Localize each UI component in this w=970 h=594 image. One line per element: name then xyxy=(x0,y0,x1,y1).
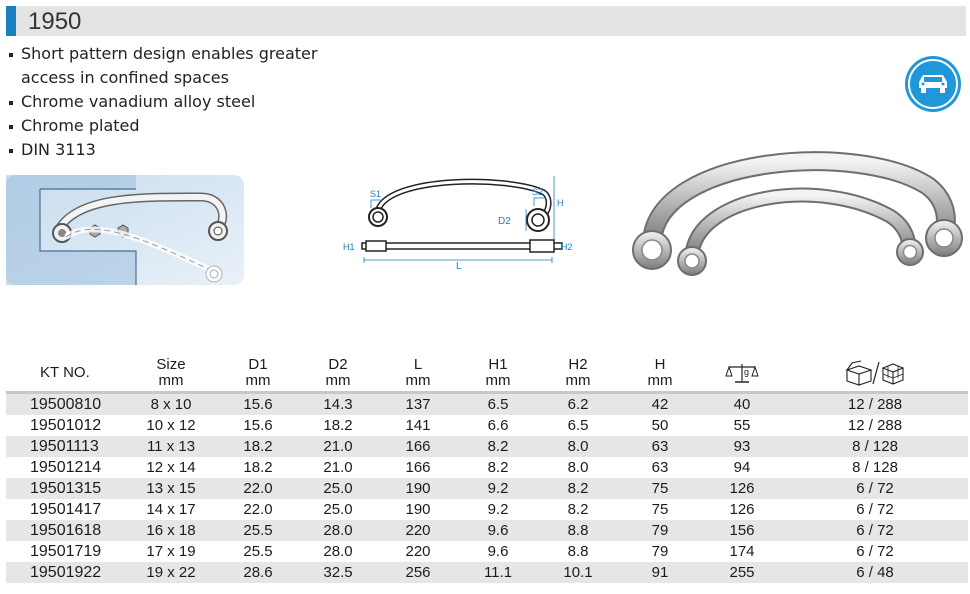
cell-packing: 12 / 288 xyxy=(782,393,968,416)
cell-h2: 8.2 xyxy=(538,499,618,520)
cell-l: 256 xyxy=(378,562,458,583)
title-accent xyxy=(6,6,16,36)
spec-table xyxy=(6,355,968,583)
cell-h: 79 xyxy=(618,520,702,541)
cell-d2: 32.5 xyxy=(298,562,378,583)
cell-d1: 25.5 xyxy=(218,541,298,562)
cell-h1: 6.6 xyxy=(458,415,538,436)
cell-kt-no: 19501315 xyxy=(6,478,124,499)
cell-kt-no: 19501012 xyxy=(6,415,124,436)
feature-item: Short pattern design enables greater access in confined spaces xyxy=(8,42,341,90)
usage-illustration xyxy=(6,175,244,285)
cell-d2: 21.0 xyxy=(298,436,378,457)
cell-packing: 8 / 128 xyxy=(782,457,968,478)
cell-packing: 8 / 128 xyxy=(782,436,968,457)
table-header-row xyxy=(6,355,968,393)
cell-h2: 6.5 xyxy=(538,415,618,436)
table-row xyxy=(6,457,968,478)
cell-h: 63 xyxy=(618,436,702,457)
cell-h1: 8.2 xyxy=(458,457,538,478)
col-header-h1-label: H1 xyxy=(488,356,508,373)
cell-kt-no: 19501719 xyxy=(6,541,124,562)
col-header-size-label: Size xyxy=(156,356,186,373)
col-header-d2-unit: mm xyxy=(325,372,351,389)
cell-weight: 55 xyxy=(702,415,782,436)
dim-label-h: H xyxy=(557,198,564,208)
col-header-l-unit: mm xyxy=(405,372,431,389)
col-header-h2-unit: mm xyxy=(565,372,591,389)
cell-h2: 8.0 xyxy=(538,457,618,478)
cell-l: 190 xyxy=(378,478,458,499)
cell-h: 91 xyxy=(618,562,702,583)
cell-h2: 8.8 xyxy=(538,541,618,562)
cell-kt-no: 19501214 xyxy=(6,457,124,478)
car-icon xyxy=(904,55,962,113)
table-row xyxy=(6,393,968,416)
cell-d2: 28.0 xyxy=(298,520,378,541)
cell-weight: 93 xyxy=(702,436,782,457)
cell-weight: 126 xyxy=(702,499,782,520)
col-header-h1 xyxy=(458,355,538,393)
cell-d2: 25.0 xyxy=(298,478,378,499)
cell-kt-no: 19501113 xyxy=(6,436,124,457)
cell-packing: 6 / 72 xyxy=(782,520,968,541)
cell-weight: 174 xyxy=(702,541,782,562)
cell-kt-no: 19501922 xyxy=(6,562,124,583)
cell-packing: 12 / 288 xyxy=(782,415,968,436)
cell-kt-no: 19501417 xyxy=(6,499,124,520)
cell-l: 166 xyxy=(378,457,458,478)
cell-d2: 25.0 xyxy=(298,499,378,520)
cell-h2: 8.2 xyxy=(538,478,618,499)
col-header-l-label: L xyxy=(413,356,423,373)
cell-weight: 156 xyxy=(702,520,782,541)
cell-packing: 6 / 48 xyxy=(782,562,968,583)
spec-table-body xyxy=(6,393,968,584)
title-bar xyxy=(6,6,966,36)
cell-d1: 15.6 xyxy=(218,393,298,416)
cell-size: 17 x 19 xyxy=(124,541,218,562)
dim-label-h1: H1 xyxy=(343,242,355,252)
col-header-size xyxy=(124,355,218,393)
weight-unit-glyph: g xyxy=(744,367,750,377)
cell-size: 16 x 18 xyxy=(124,520,218,541)
cell-h2: 8.8 xyxy=(538,520,618,541)
dim-label-h2: H2 xyxy=(561,242,573,252)
col-header-h2-label: H2 xyxy=(568,356,588,373)
cell-h2: 8.0 xyxy=(538,436,618,457)
cell-h: 42 xyxy=(618,393,702,416)
cell-h1: 9.6 xyxy=(458,541,538,562)
col-header-h-label: H xyxy=(654,356,666,373)
cell-d1: 22.0 xyxy=(218,478,298,499)
cell-kt-no: 19500810 xyxy=(6,393,124,416)
col-header-h2 xyxy=(538,355,618,393)
cell-size: 12 x 14 xyxy=(124,457,218,478)
cell-packing: 6 / 72 xyxy=(782,541,968,562)
cell-h1: 9.6 xyxy=(458,520,538,541)
scale-weight-icon xyxy=(725,361,759,385)
table-row xyxy=(6,478,968,499)
col-header-d2-label: D2 xyxy=(328,356,348,373)
feature-item: Chrome plated xyxy=(8,114,341,138)
cell-size: 13 x 15 xyxy=(124,478,218,499)
cell-weight: 126 xyxy=(702,478,782,499)
page-title: 1950 xyxy=(28,8,82,35)
cell-h: 75 xyxy=(618,478,702,499)
table-row xyxy=(6,499,968,520)
col-header-packing xyxy=(782,355,968,393)
cell-size: 14 x 17 xyxy=(124,499,218,520)
cell-d1: 28.6 xyxy=(218,562,298,583)
table-row xyxy=(6,562,968,583)
cell-d2: 14.3 xyxy=(298,393,378,416)
cell-size: 19 x 22 xyxy=(124,562,218,583)
cell-weight: 40 xyxy=(702,393,782,416)
cell-d1: 18.2 xyxy=(218,436,298,457)
cell-h1: 8.2 xyxy=(458,436,538,457)
col-header-kt-no xyxy=(6,355,124,393)
cell-h1: 9.2 xyxy=(458,499,538,520)
cell-size: 8 x 10 xyxy=(124,393,218,416)
col-header-d2 xyxy=(298,355,378,393)
col-header-size-unit: mm xyxy=(158,372,184,389)
cell-d1: 15.6 xyxy=(218,415,298,436)
cell-h: 63 xyxy=(618,457,702,478)
table-row xyxy=(6,520,968,541)
cell-h2: 6.2 xyxy=(538,393,618,416)
cell-d1: 22.0 xyxy=(218,499,298,520)
cell-size: 10 x 12 xyxy=(124,415,218,436)
feature-item: DIN 3113 xyxy=(8,138,341,162)
dim-label-l: L xyxy=(456,261,462,272)
col-header-d1-unit: mm xyxy=(245,372,271,389)
dim-label-d2: D2 xyxy=(498,216,511,227)
cell-l: 166 xyxy=(378,436,458,457)
table-row xyxy=(6,541,968,562)
dim-label-s2: S2 xyxy=(532,187,544,197)
col-header-d1 xyxy=(218,355,298,393)
cell-packing: 6 / 72 xyxy=(782,499,968,520)
cell-h: 79 xyxy=(618,541,702,562)
feature-item: Chrome vanadium alloy steel xyxy=(8,90,341,114)
cell-l: 220 xyxy=(378,520,458,541)
col-header-h-unit: mm xyxy=(647,372,673,389)
col-header-h xyxy=(618,355,702,393)
cell-h: 75 xyxy=(618,499,702,520)
cell-d2: 21.0 xyxy=(298,457,378,478)
cell-d2: 18.2 xyxy=(298,415,378,436)
table-row xyxy=(6,415,968,436)
cell-h2: 10.1 xyxy=(538,562,618,583)
col-header-l xyxy=(378,355,458,393)
dim-label-s1: S1 xyxy=(370,189,382,199)
cell-l: 220 xyxy=(378,541,458,562)
col-header-d1-label: D1 xyxy=(248,356,268,373)
cell-h1: 6.5 xyxy=(458,393,538,416)
cell-l: 190 xyxy=(378,499,458,520)
feature-list xyxy=(8,42,341,162)
cell-h: 50 xyxy=(618,415,702,436)
cell-d1: 25.5 xyxy=(218,520,298,541)
cell-weight: 255 xyxy=(702,562,782,583)
cell-h1: 11.1 xyxy=(458,562,538,583)
col-header-weight xyxy=(702,355,782,393)
cell-h1: 9.2 xyxy=(458,478,538,499)
col-header-h1-unit: mm xyxy=(485,372,511,389)
cell-weight: 94 xyxy=(702,457,782,478)
cell-d2: 28.0 xyxy=(298,541,378,562)
cell-l: 141 xyxy=(378,415,458,436)
cell-l: 137 xyxy=(378,393,458,416)
cell-kt-no: 19501618 xyxy=(6,520,124,541)
product-photo xyxy=(628,146,966,281)
technical-drawing xyxy=(338,170,578,275)
cell-size: 11 x 13 xyxy=(124,436,218,457)
table-row xyxy=(6,436,968,457)
col-header-kt-no-label: KT NO. xyxy=(40,364,90,381)
cell-d1: 18.2 xyxy=(218,457,298,478)
box-packing-icon xyxy=(843,360,907,386)
cell-packing: 6 / 72 xyxy=(782,478,968,499)
